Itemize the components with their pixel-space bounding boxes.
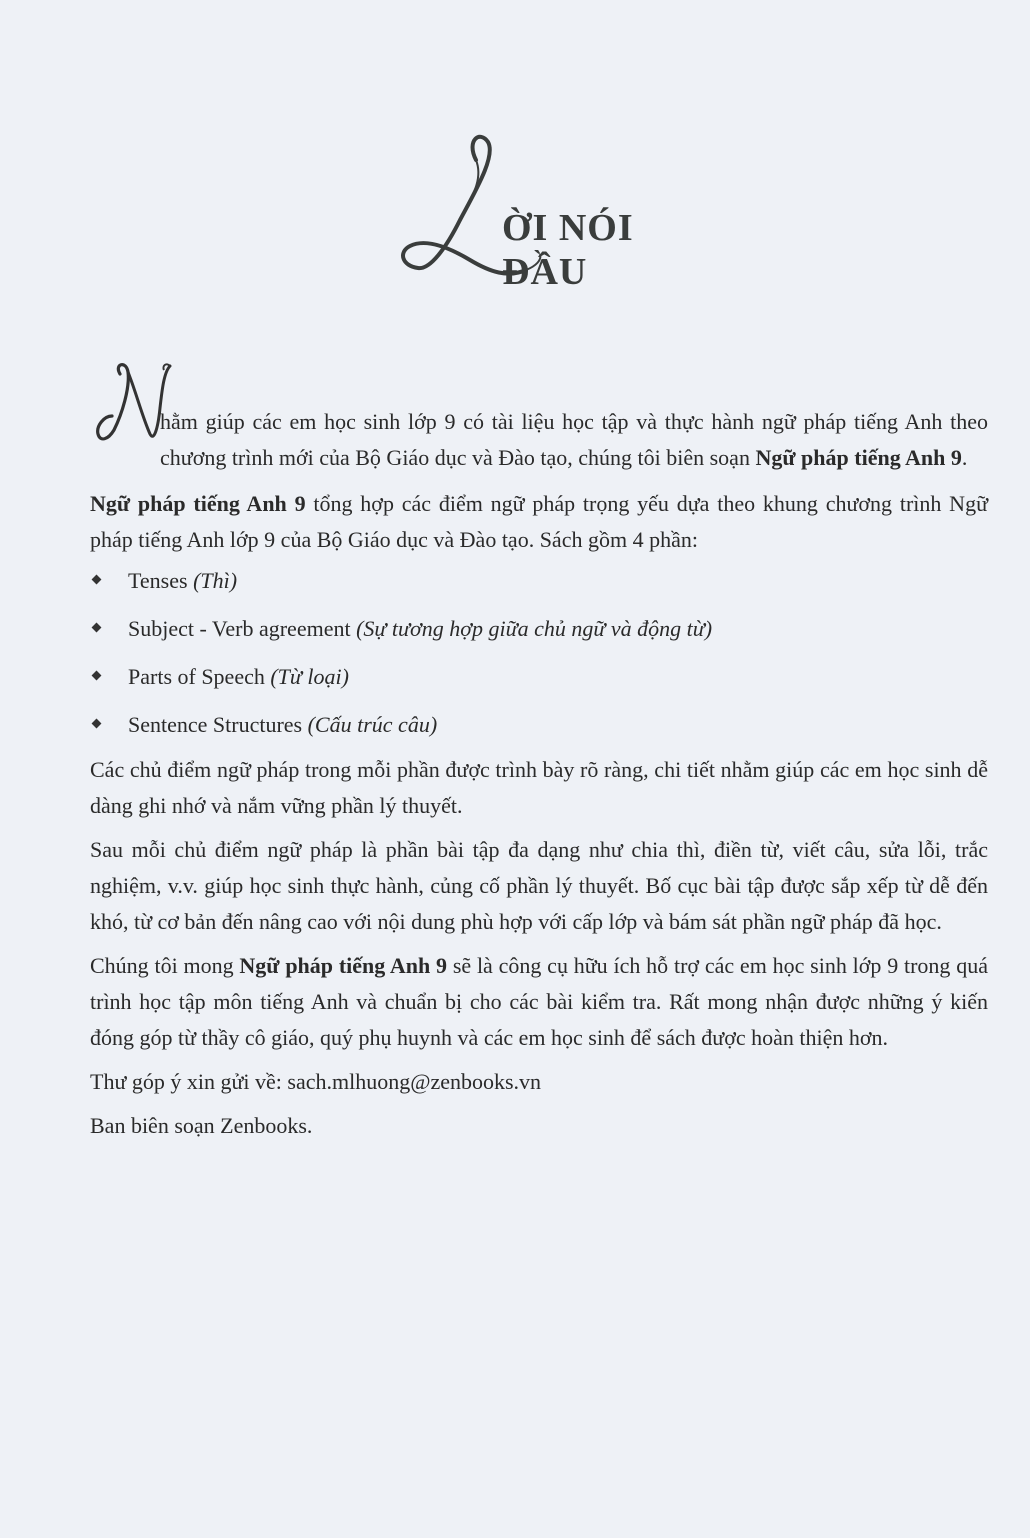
exercises-paragraph: Sau mỗi chủ điểm ngữ pháp là phần bài tập đa dạng như chia thì, điền từ, viết câu, sửa lỗi, trắc nghiệm, v.v. giúp học sinh thực hành, củng cố phần lý thuyết. Bố cục bài tập được sắp xếp từ dễ đến khó, từ cơ bản đến nâng cao với nội dung phù hợp với cấp lớp và bám sát phần ngữ pháp đã học. (90, 837, 988, 934)
svg-text:L: L (380, 107, 390, 124)
dropcap-n-flourish (92, 358, 172, 448)
title-text: ỜI NÓI ĐẦU (502, 207, 634, 293)
intro-paragraph (90, 360, 988, 476)
page-title (380, 107, 710, 293)
diamond-bullet-icon (92, 719, 102, 729)
diamond-bullet-icon (92, 575, 102, 585)
diamond-bullet-icon (92, 623, 102, 633)
preface-body (90, 360, 988, 1144)
summary-paragraph: Ngữ pháp tiếng Anh 9 tổng hợp các điểm ngữ pháp trọng yếu dựa theo khung chương trình Ngữ pháp tiếng Anh lớp 9 của Bộ Giáo dục và Đào tạo. Sách gồm 4 phần: (90, 491, 988, 552)
contact-line: Thư góp ý xin gửi về: sach.mlhuong@zenbooks.vn (90, 1069, 542, 1094)
intro-text: hằm giúp các em học sinh lớp 9 có tài liệu học tập và thực hành ngữ pháp tiếng Anh theo chương trình mới của Bộ Giáo dục và Đào tạo, chúng tôi biên soạn Ngữ pháp tiếng Anh 9. (160, 409, 988, 470)
book-title: Ngữ pháp tiếng Anh 9 (755, 445, 962, 470)
list-item: Sentence Structures (Cấu trúc câu) (90, 704, 988, 752)
signature: Ban biên soạn Zenbooks. (90, 1113, 313, 1138)
hope-paragraph: Chúng tôi mong Ngữ pháp tiếng Anh 9 sẽ là công cụ hữu ích hỗ trợ các em học sinh lớp 9 trong quá trình học tập môn tiếng Anh và chuẩn bị cho các bài kiểm tra. Rất mong nhận được những ý kiến đóng góp từ thầy cô giáo, quý phụ huynh và các em học sinh để sách được hoàn thiện hơn. (90, 953, 988, 1050)
parts-list (90, 560, 988, 752)
list-item: Tenses (Thì) (90, 560, 988, 608)
diamond-bullet-icon (92, 671, 102, 681)
points-paragraph: Các chủ điểm ngữ pháp trong mỗi phần được trình bày rõ ràng, chi tiết nhằm giúp các em học sinh dễ dàng ghi nhớ và nắm vững phần lý thuyết. (90, 757, 988, 818)
book-title: Ngữ pháp tiếng Anh 9 (90, 491, 306, 516)
list-item: Subject - Verb agreement (Sự tương hợp giữa chủ ngữ và động từ) (90, 608, 988, 656)
list-item: Parts of Speech (Từ loại) (90, 656, 988, 704)
book-title: Ngữ pháp tiếng Anh 9 (239, 953, 448, 978)
